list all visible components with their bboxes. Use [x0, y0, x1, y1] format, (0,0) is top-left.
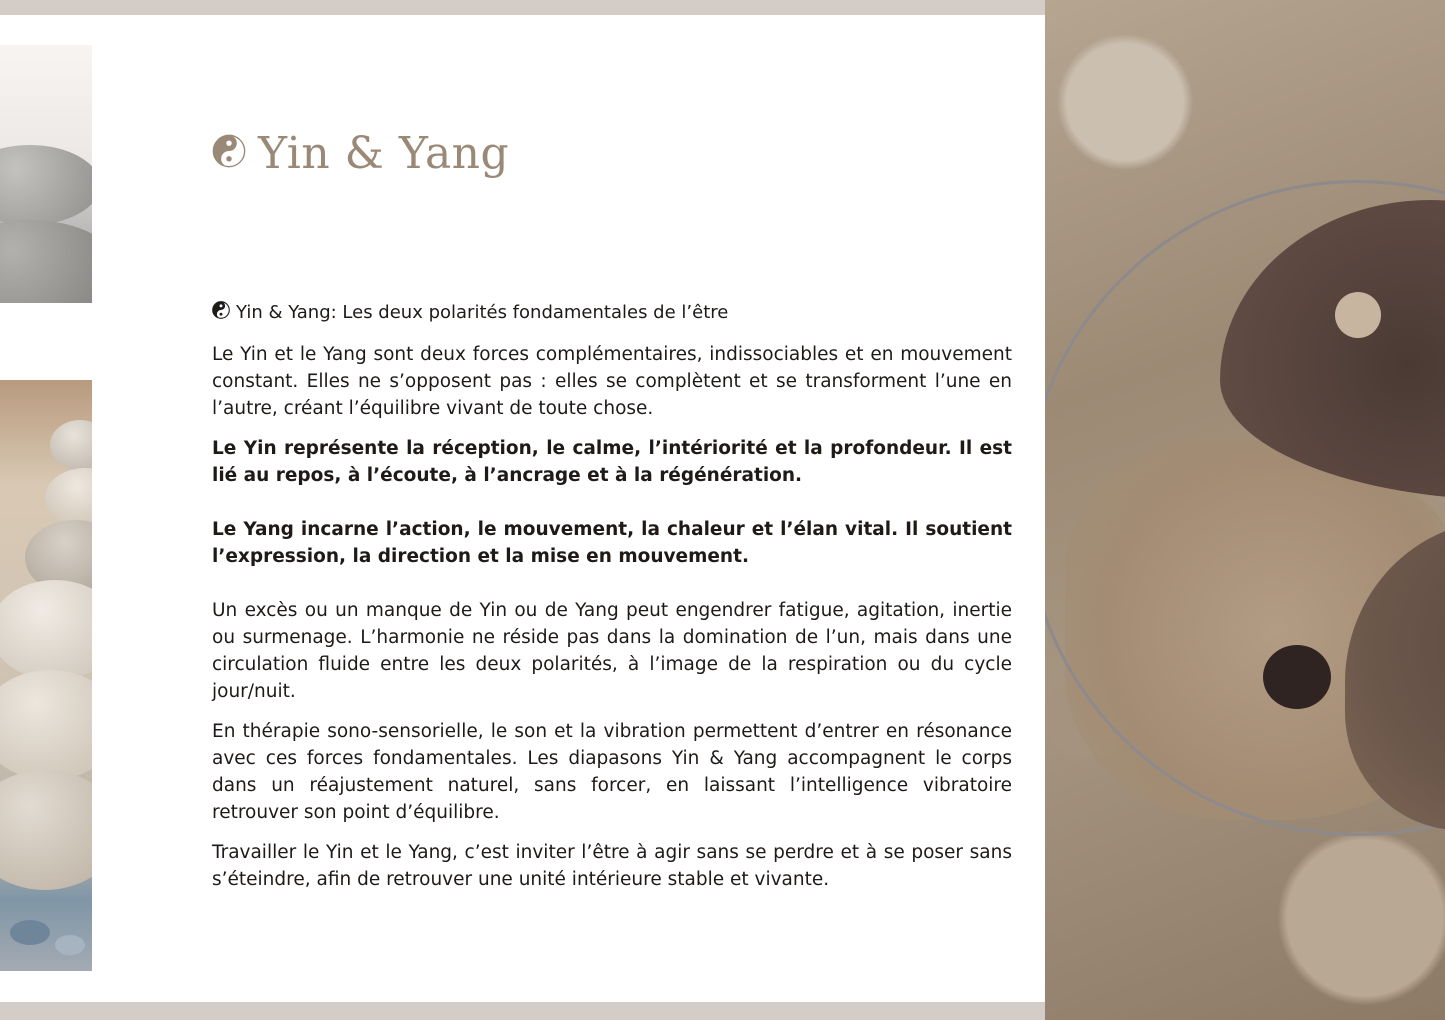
- yin-yang-icon: [212, 128, 246, 179]
- top-band: [0, 0, 1045, 15]
- paragraph: En thérapie sono-sensorielle, le son et la vibration permettent d’entrer en résonance avec ces forces fondamentales. Les diapasons Yin & Yang accompagnent le corps dans un réajustement naturel, sans forcer, en laissant l’intelligence vibratoire retrouver son point d’équilibre.: [212, 721, 1012, 823]
- subtitle: [212, 301, 1012, 324]
- subtitle-text: Yin & Yang: Les deux polarités fondamentales de l’être: [236, 302, 729, 323]
- yin-yang-stone-photo: [1045, 0, 1445, 1020]
- bottom-band: [0, 1002, 1045, 1020]
- paragraph-yang: Le Yang incarne l’action, le mouvement, la chaleur et l’élan vital. Il soutient l’expression, la direction et la mise en mouvement.: [212, 519, 1012, 567]
- page-title: [212, 118, 509, 188]
- stones-photo-bottom: [0, 380, 92, 971]
- title-text: Yin & Yang: [258, 127, 510, 179]
- body-text: [212, 341, 1012, 906]
- paragraph: Un excès ou un manque de Yin ou de Yang peut engendrer fatigue, agitation, inertie ou surmenage. L’harmonie ne réside pas dans la domination de l’un, mais dans une circulation fluide entre les deux polarités, à l’image de la respiration ou du cycle jour/nuit.: [212, 600, 1012, 702]
- stones-photo-top: [0, 45, 92, 303]
- paragraph: Travailler le Yin et le Yang, c’est inviter l’être à agir sans se perdre et à se poser sans s’éteindre, afin de retrouver une unité intérieure stable et vivante.: [212, 842, 1012, 890]
- paragraph: Le Yin et le Yang sont deux forces complémentaires, indissociables et en mouvement constant. Elles ne s’opposent pas : elles se complètent et se transforment l’une en l’autre, créant l’équilibre vivant de toute chose.: [212, 344, 1012, 419]
- paragraph-yin: Le Yin représente la réception, le calme, l’intériorité et la profondeur. Il est lié au repos, à l’écoute, à l’ancrage et à la régénération.: [212, 438, 1012, 486]
- yin-yang-icon: [212, 301, 230, 324]
